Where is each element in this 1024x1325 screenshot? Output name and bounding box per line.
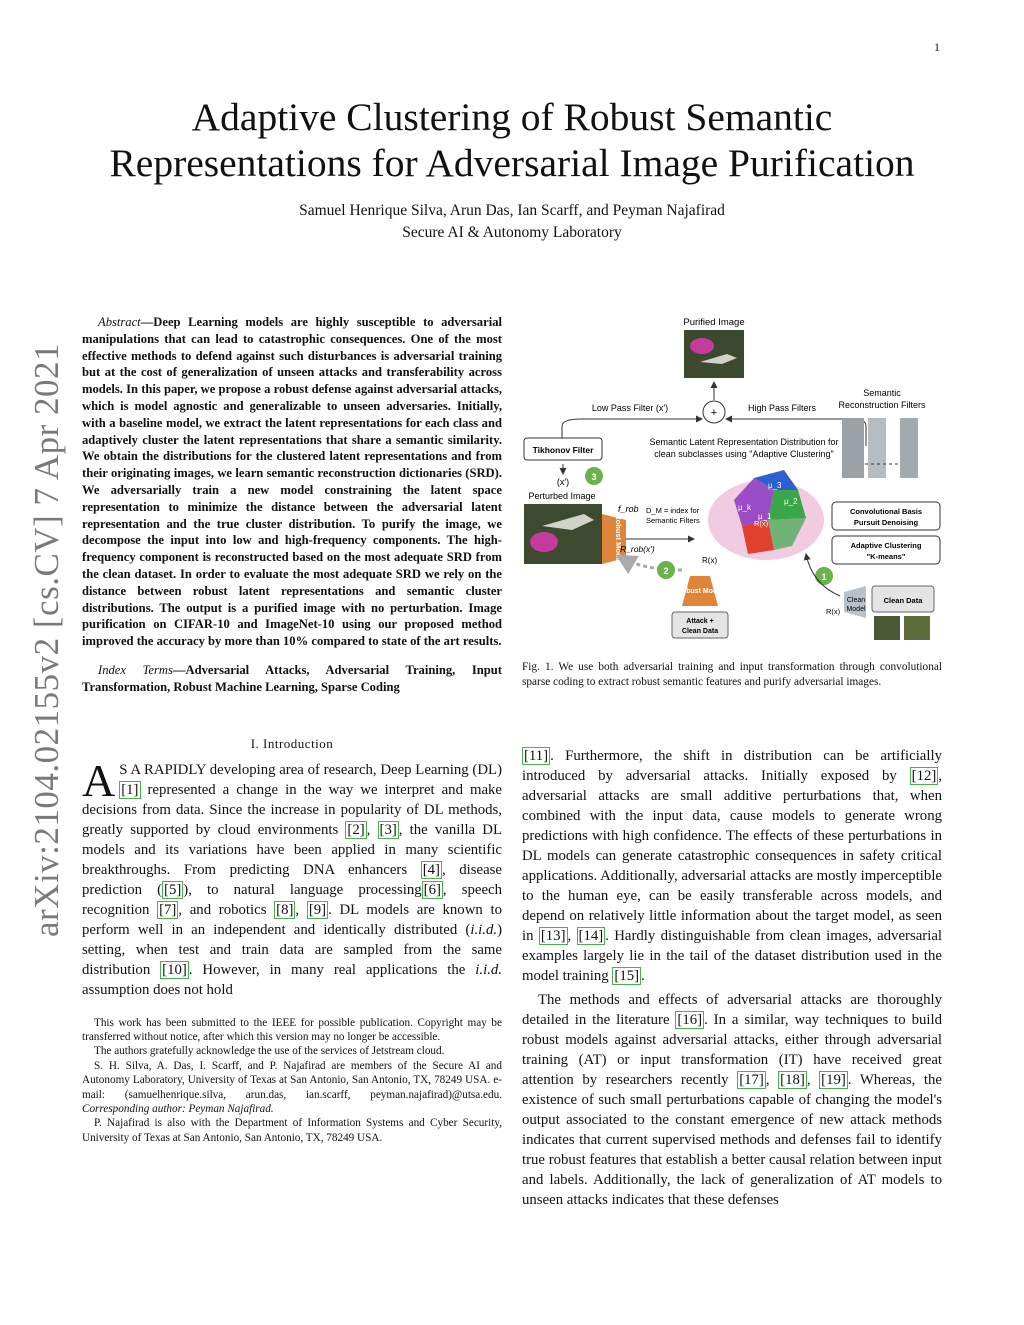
architecture-diagram [522,314,942,654]
purified-image-label: Purified Image [683,317,745,328]
figure-caption: Fig. 1. We use both adversarial training and input transformation through convolutional sparse coding to extract robust semantic features and purify adversarial images. [522,661,942,688]
semantic-recon-label: Reconstruction Filters [838,400,926,410]
svg-text:μ_1: μ_1 [758,512,772,521]
footnotes [82,1016,502,1146]
dm-label: D_M = index for [646,506,700,515]
svg-text:Model: Model [846,606,866,613]
author-block [80,200,944,244]
x-prime-label: (x′) [556,477,570,487]
svg-text:Attack +: Attack + [686,618,714,625]
svg-text:Robust Model: Robust Model [676,588,724,595]
footnote: S. H. Silva, A. Das, I. Scarff, and P. Najafirad are members of the Secure AI and Autonomy Laboratory, University of Texas at San Antonio, San Antonio, TX, 78249 USA. e-mail: (samuelhenrique.silva, arun.das, ian.scarff, peyman.najafirad)@utsa.edu. Corresponding author: Peyman Najafirad. [82,1059,502,1115]
svg-text:μ_3: μ_3 [768,481,782,490]
f-rob-label: f_rob [618,504,639,514]
svg-text:Clean: Clean [846,597,866,604]
title-line-1: Adaptive Clustering of Robust Semantic [191,95,833,139]
latent-distribution-label: clean subclasses using "Adaptive Clustering" [654,449,834,459]
perturbed-image-label: Perturbed Image [528,491,596,501]
footnote: This work has been submitted to the IEEE for possible publication. Copyright may be transferred without notice, after which this version may no longer be accessible. [82,1016,502,1043]
citation-link[interactable]: [18] [780,1072,805,1088]
svg-text:Clean Data: Clean Data [883,596,923,605]
paper-title [80,94,944,186]
citation-link[interactable]: [15] [614,968,640,984]
citation-link[interactable]: [10] [162,961,187,978]
citation-link[interactable]: [4] [422,861,440,878]
low-pass-label: Low Pass Filter (x′) [591,403,669,413]
svg-text:Clean Data: Clean Data [681,628,719,635]
svg-text:Pursuit Denoising: Pursuit Denoising [853,518,919,527]
body-paragraph: The methods and effects of adversarial attacks are thoroughly detailed in the literature [16] . In a similar, way techniques to build robust models against adversarial attacks, either through adversarial training (AT) or input transformation (IT) have received great attention by researchers recently [17] , [18] , [19] . Whereas, the existence of such small perturbations capable of changing the model's output associated to the constant emergence of new attack methods indicates that current supervised methods and defenses fail to identify true robust features that establish a better causal relation between input and labels. Additionally, the lack of generalization of AT models to unseen attacks indicates that these defenses [522,992,942,1208]
svg-text:Robust Model: Robust Model [614,514,623,564]
r-rob-label: R_rob(x′) [620,544,655,554]
citation-link[interactable]: [14] [578,928,604,944]
high-pass-label: High Pass Filters [747,403,817,413]
abstract [82,314,502,650]
svg-text:Tikhonov Filter: Tikhonov Filter [532,445,594,455]
body-paragraph: [11] . Furthermore, the shift in distribution can be artificially introduced by adversarial attacks. Initially exposed by [12] , adversarial attacks are small additive perturbations that, when combined with the input data, cause models to generate wrong predictions with high confidence. The effects of these perturbations in DL models can generate catastrophic consequences in safety critical applications. Additionally, adversarial attacks are mostly imperceptible to the human eye, can be easily transferable across models, and depend on relatively little information about the target model, as seen in [13] , [14] . Hardly distinguishable from clean images, adversarial examples largely lie in the tail of the dataset distribution used in the model training [15] . [522,748,942,984]
svg-text:2: 2 [663,566,669,576]
citation-link[interactable]: [17] [739,1072,764,1088]
svg-text:Adaptive Clustering: Adaptive Clustering [850,541,922,550]
authors: Samuel Henrique Silva, Arun Das, Ian Scarff, and Peyman Najafirad [299,202,725,219]
purified-image-thumbnail [684,330,744,378]
citation-link[interactable]: [11] [524,748,549,764]
semantic-recon-label: Semantic [863,388,901,398]
citation-link[interactable]: [1] [121,781,139,798]
citation-link[interactable]: [9] [308,901,327,918]
latent-distribution-label: Semantic Latent Representation Distribution for [649,437,839,447]
citation-link[interactable]: [5] [164,881,182,898]
figure-1 [522,314,942,654]
semantic-filter-grid [842,418,918,478]
affiliation: Secure AI & Autonomy Laboratory [402,224,622,241]
citation-link[interactable]: [3] [379,821,397,838]
right-column [522,746,942,1210]
left-column [82,314,502,1145]
svg-text:1: 1 [821,572,827,582]
page-number: 1 [934,40,940,54]
section-heading: I. Introduction [250,735,334,751]
citation-link[interactable]: [7] [159,901,177,918]
intro-paragraph: A S A RAPIDLY developing area of research, Deep Learning (DL) [1] represented a change in the way we interpret and make decisions from data. Since the increase in popularity of DL methods, greatly supported by cloud environments [2] , [3] , the vanilla DL models and its variations have been applied in many scientific breakthroughs. From predicting DNA enhancers [4] , disease prediction ( [5] ), to natural language processing [6] , speech recognition [7] , and robotics [8] , [9] . DL models are known to perform well in an independent and identically distributed (i.i.d.) setting, when test and train data are sampled from the same distribution [10] . However, in many real applications the i.i.d. assumption does not hold [82,754,502,998]
dm-label: Semantic Filters [646,516,700,525]
drop-cap: A [82,754,116,806]
svg-text:μ_2: μ_2 [784,497,798,506]
citation-link[interactable]: [12] [911,768,937,784]
plus-symbol: + [710,407,718,419]
citation-link[interactable]: [8] [276,901,294,918]
index-terms-text: —Adversarial Attacks, Adversarial Training, Input Transformation, Robust Machine Learning, Sparse Coding [82,662,503,694]
title-line-2: Representations for Adversarial Image Purification [109,141,915,185]
r-x-label: R(x) [702,556,718,565]
abstract-text: —Deep Learning models are highly susceptible to adversarial manipulations that can lead to catastrophic consequences. One of the most effective methods to defend against such disturbances is adversarial training but at the cost of generalization of unseen attacks and transferability across models. In this paper, we propose a robust defense against adversarial attacks, which is model agnostic and generalizable to unseen adversaries. Initially, with a baseline model, we extract the latent representations for each class and adaptively cluster the latent representations that share a semantic similarity. We obtain the distributions for the clustered latent representations and from their originating images, we learn semantic reconstruction dictionaries (SRD). We adversarially train a new model constraining the latent space representation to minimize the distance between the adversarial latent representation and the true cluster distribution. To purify the image, we decompose the input into low and high-frequency components. The high-frequency component is reconstructed based on the most adequate SRD from the clean dataset. In order to evaluate the most adequate SRD we rely on the distance between robust latent representations and semantic cluster distributions. The output is a purified image with no perturbation. Image purification on CIFAR-10 and ImageNet-10 using our proposed method improved the accuracy by more than 10% compared to state of the art results. [82,315,502,649]
abstract-label: Abstract [98,315,141,329]
svg-text:3: 3 [591,472,597,482]
svg-text:"K-means": "K-means" [866,552,906,561]
citation-link[interactable]: [2] [347,821,365,838]
svg-text:Convolutional Basis: Convolutional Basis [849,507,923,516]
footnote: P. Najafirad is also with the Department of Information Systems and Cyber Security, University of Texas at San Antonio, San Antonio, TX, 78249 USA. [82,1117,502,1144]
flower-shape [690,338,714,354]
arxiv-identifier: arXiv:2104.02155v2 [cs.CV] 7 Apr 2021 [27,342,66,938]
citation-link[interactable]: [6] [423,881,441,898]
svg-text:R(x): R(x) [754,519,769,528]
clean-image-thumbnail [874,616,900,640]
citation-link[interactable]: [19] [821,1072,846,1088]
svg-text:μ_k: μ_k [738,503,752,512]
citation-link[interactable]: [16] [677,1012,703,1028]
index-terms-label: Index Terms [98,662,173,677]
footnote: The authors gratefully acknowledge the use of the services of Jetstream cloud. [94,1045,445,1058]
index-terms [82,662,502,696]
citation-link[interactable]: [13] [540,928,566,944]
clean-image-thumbnail [904,616,930,640]
latent-cluster-plot [708,470,824,560]
svg-text:R(x): R(x) [826,607,841,616]
